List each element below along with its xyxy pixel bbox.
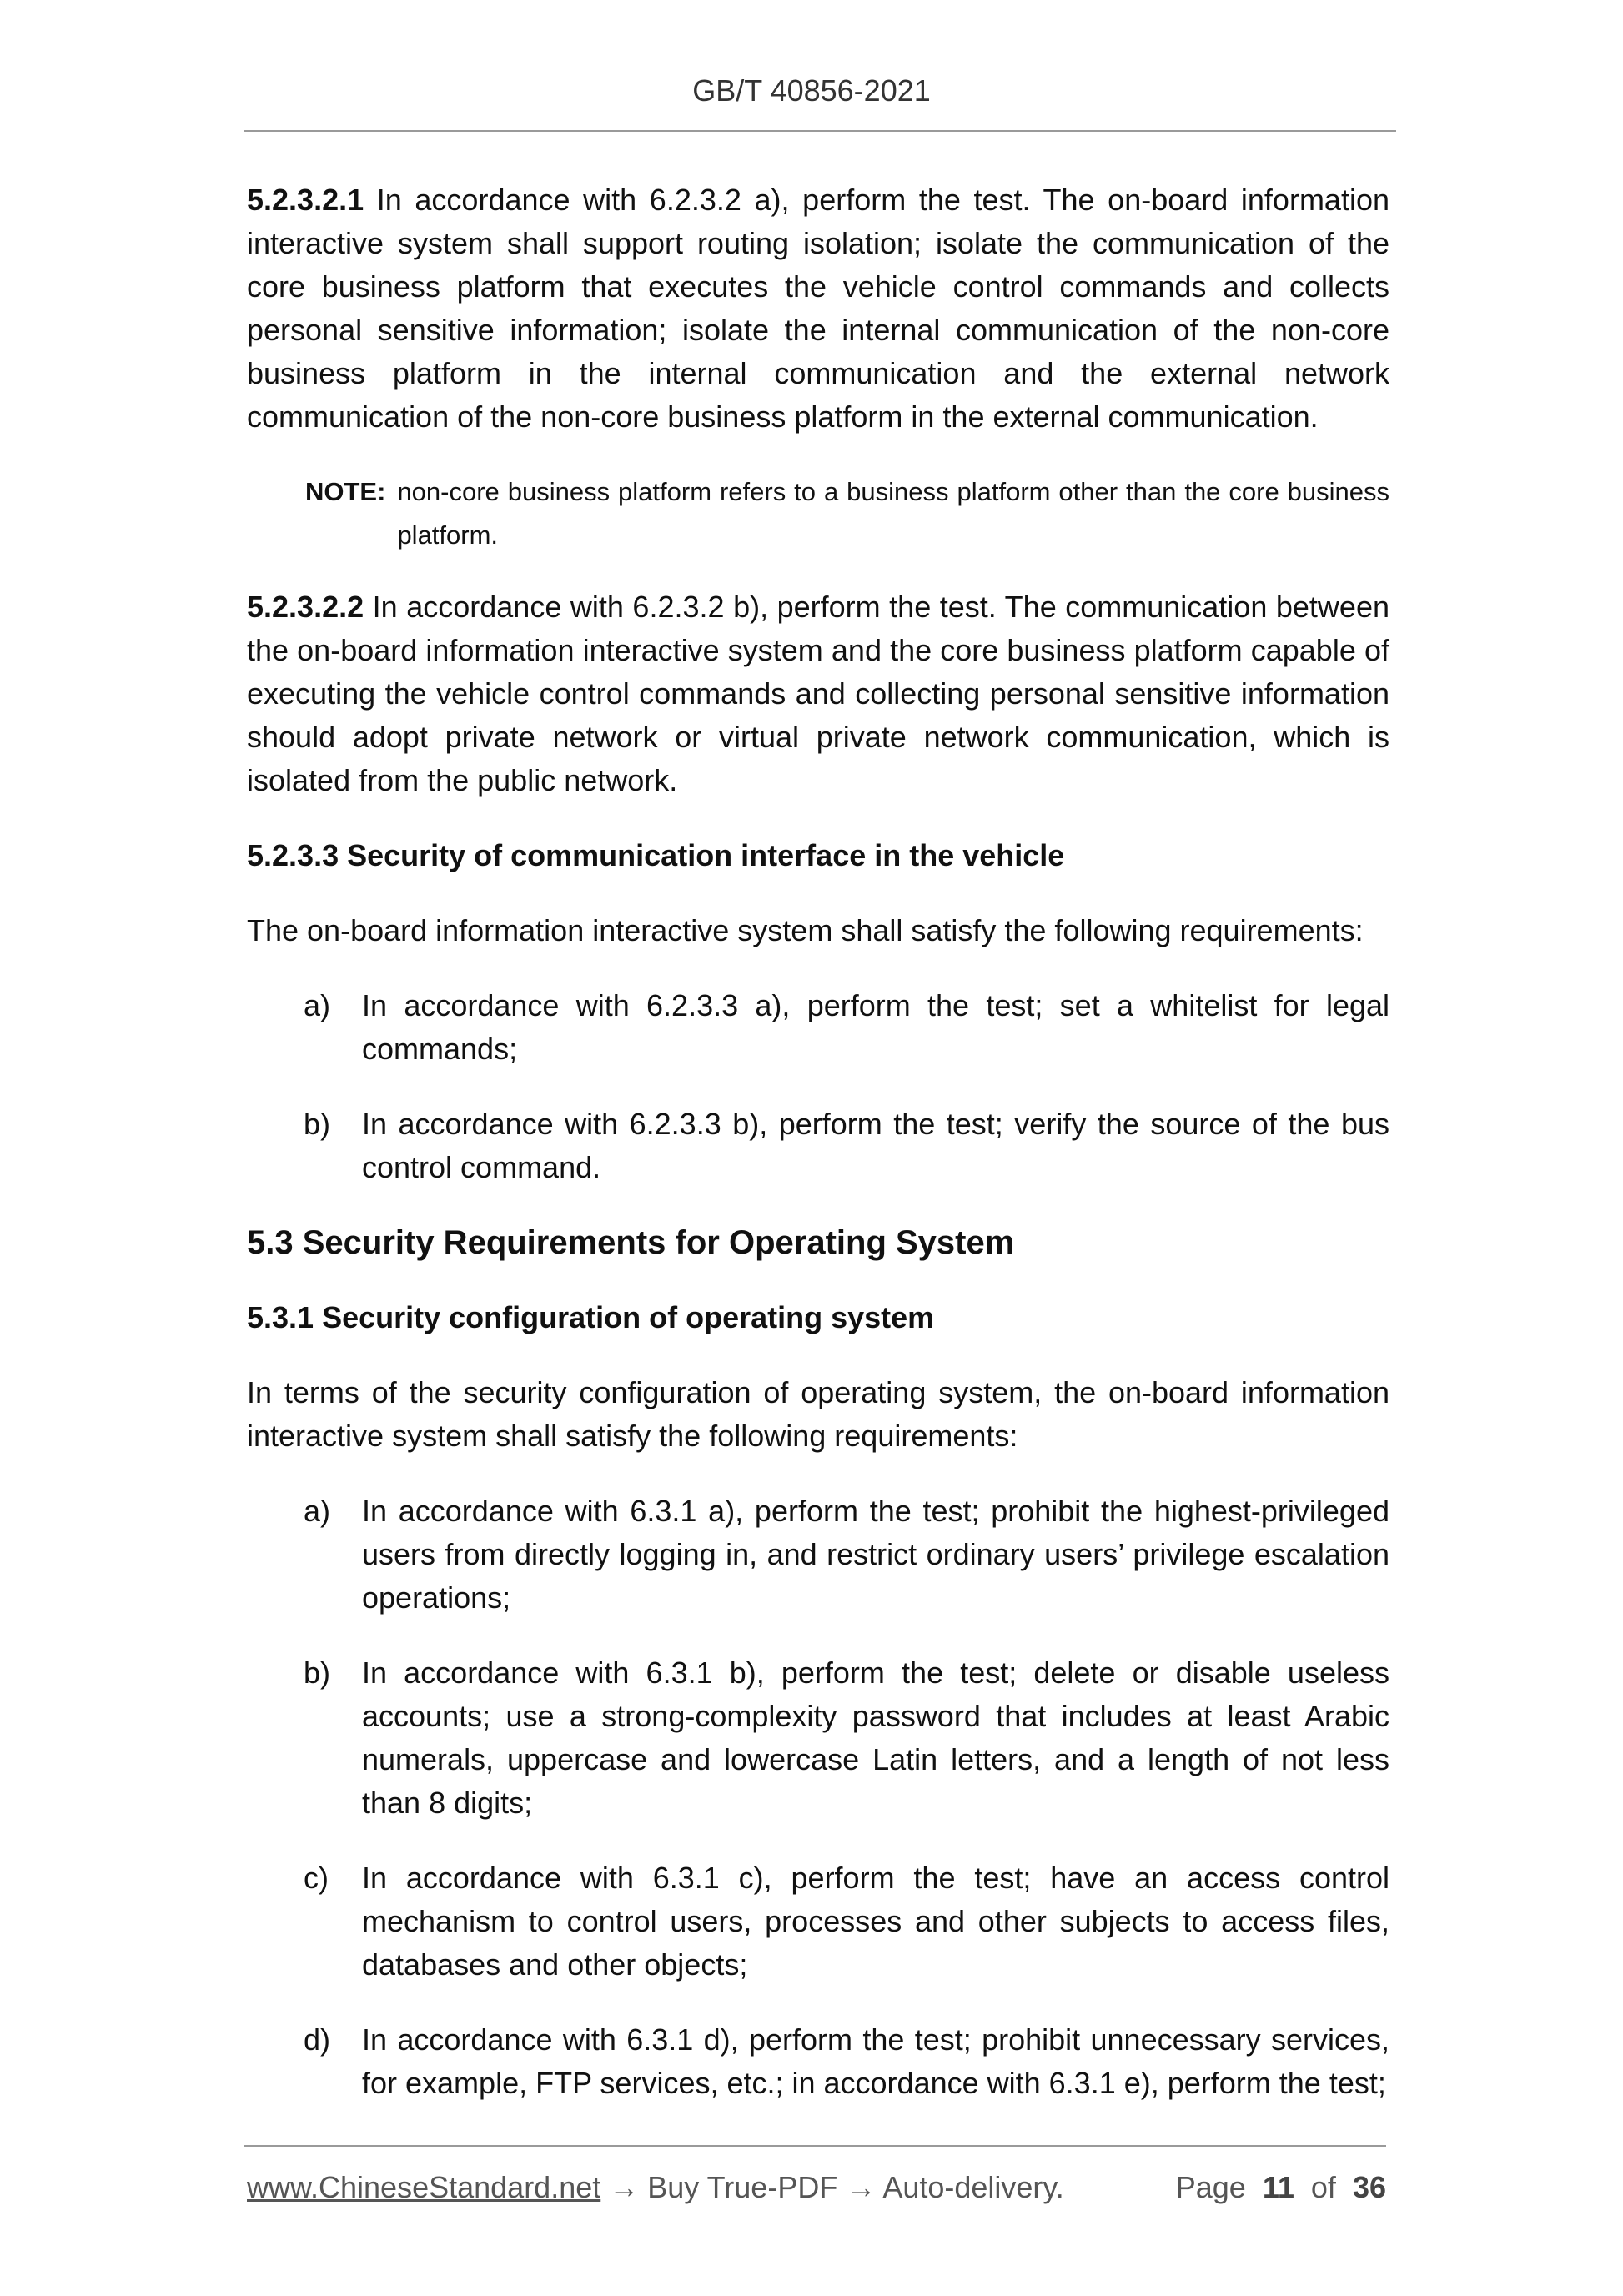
list-item <box>247 1103 1389 1189</box>
header-doc-id: GB/T 40856-2021 <box>692 73 931 108</box>
list-item-text: In accordance with 6.2.3.3 a), perform the test; set a whitelist for legal commands; <box>362 988 1389 1066</box>
footer-promo-text: → Buy True-PDF → Auto-delivery. <box>600 2170 1064 2204</box>
website-link[interactable]: www.ChineseStandard.net <box>247 2170 601 2204</box>
current-page: 11 <box>1262 2170 1294 2204</box>
heading-5-2-3-3: 5.2.3.3 Security of communication interface in the vehicle <box>247 838 1065 872</box>
list-item-label: a) <box>304 988 331 1022</box>
requirements-list-5-3-1 <box>247 1490 1389 2105</box>
requirements-list-5-2-3-3 <box>247 984 1389 1189</box>
list-item <box>247 984 1389 1071</box>
clause-5-2-3-2-1 <box>247 178 1389 439</box>
list-item-label: c) <box>304 1861 329 1895</box>
heading-5-3: 5.3 Security Requirements for Operating System <box>247 1224 1015 1261</box>
list-item-label: b) <box>304 1107 331 1141</box>
list-item <box>247 2018 1389 2105</box>
list-item-text: In accordance with 6.2.3.3 b), perform the test; verify the source of the bus control command. <box>362 1107 1389 1184</box>
header-rule <box>244 130 1396 132</box>
heading-5-3-1: 5.3.1 Security configuration of operating system <box>247 1300 935 1334</box>
total-pages: 36 <box>1352 2170 1386 2204</box>
footer-promo <box>247 2170 1064 2205</box>
list-item <box>247 1856 1389 1987</box>
page-number <box>1176 2170 1386 2205</box>
list-item <box>247 1651 1389 1825</box>
list-item-label: a) <box>304 1494 331 1528</box>
note <box>305 470 1389 557</box>
page-word: Page <box>1175 2170 1246 2204</box>
page-footer <box>247 2170 1386 2205</box>
footer-rule <box>244 2145 1386 2147</box>
intro-paragraph-5-2-3-3: The on-board information interactive system shall satisfy the following requirements: <box>247 913 1364 947</box>
clause-text: In accordance with 6.2.3.2 b), perform the test. The communication between the on-board information interactive system and the core business platform capable of executing the vehicle control commands and collecting personal sensitive information should adopt private network or virtual private network communication, which is isolated from the public network. <box>247 590 1389 797</box>
clause-5-2-3-2-2 <box>247 585 1389 802</box>
list-item-label: d) <box>304 2022 331 2057</box>
list-item-text: In accordance with 6.3.1 b), perform the test; delete or disable useless accounts; use a strong-complexity password that includes at least Arabic numerals, uppercase and lowercase Latin letters, and a length of not less than 8 digits; <box>362 1655 1389 1820</box>
list-item-text: In accordance with 6.3.1 c), perform the test; have an access control mechanism to control users, processes and other subjects to access files, databases and other objects; <box>362 1861 1389 1982</box>
of-word: of <box>1310 2170 1336 2204</box>
list-item-text: In accordance with 6.3.1 a), perform the test; prohibit the highest-privileged users from directly logging in, and restrict ordinary users’ privilege escalation operations; <box>362 1494 1389 1615</box>
note-label: NOTE: <box>305 477 386 506</box>
list-item <box>247 1490 1389 1620</box>
page-content <box>247 178 1389 2137</box>
list-item-label: b) <box>304 1655 331 1690</box>
intro-paragraph-5-3-1: In terms of the security configuration of operating system, the on-board information interactive system shall satisfy the following requirements: <box>247 1375 1389 1453</box>
clause-text: In accordance with 6.2.3.2 a), perform the test. The on-board information interactive system shall support routing isolation; isolate the communication of the core business platform that executes the vehicle control commands and collects personal sensitive information; isolate the internal communication of the non-core business platform in the internal communication and the external network communication of the non-core business platform in the external communication. <box>247 183 1389 434</box>
clause-number: 5.2.3.2.1 <box>247 183 364 217</box>
note-text: non-core business platform refers to a business platform other than the core business platform. <box>397 477 1389 550</box>
list-item-text: In accordance with 6.3.1 d), perform the test; prohibit unnecessary services, for example, FTP services, etc.; in accordance with 6.3.1 e), perform the test; <box>362 2022 1389 2100</box>
clause-number: 5.2.3.2.2 <box>247 590 364 624</box>
